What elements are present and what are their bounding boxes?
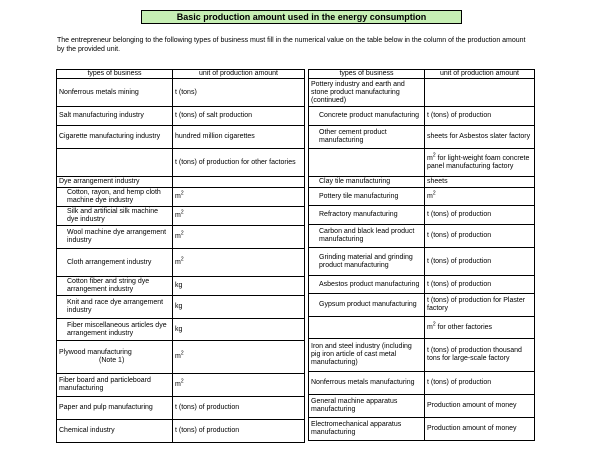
- unit-cell: [425, 248, 535, 276]
- unit-cell: [425, 107, 535, 126]
- business-text: Clay tile manufacturing: [319, 178, 391, 185]
- table-row: [309, 225, 535, 248]
- table-row: [57, 296, 305, 319]
- unit-cell: [425, 418, 535, 441]
- business-text: Knit and race dye arrangement industry: [67, 299, 164, 314]
- unit-text: t (tons) of production: [175, 427, 240, 434]
- unit-superscript: 2: [180, 378, 184, 385]
- business-text: Paper and pulp manufacturing: [59, 404, 153, 411]
- unit-text-rest: for other factories: [435, 323, 493, 331]
- unit-cell: [173, 126, 305, 149]
- unit-cell: [425, 188, 535, 206]
- unit-text: t (tons) of production thousand tons for large-scale factory: [427, 347, 522, 362]
- unit-text: t (tons) of production: [427, 211, 492, 218]
- business-cell: [57, 107, 173, 126]
- unit-text: m: [175, 381, 181, 388]
- business-text: Fiber miscellaneous articles dye arrangement industry: [67, 321, 167, 337]
- business-cell: [57, 420, 173, 443]
- business-cell: [309, 107, 425, 126]
- unit-text: sheets for Asbestos slater factory: [427, 133, 531, 140]
- business-cell: [309, 276, 425, 294]
- unit-text: m: [427, 192, 433, 200]
- note-text: (Note 1): [99, 357, 125, 364]
- unit-cell: [173, 177, 305, 188]
- business-cell: [309, 395, 425, 418]
- table-row: [309, 126, 535, 149]
- unit-cell: [173, 420, 305, 443]
- business-cell: [57, 126, 173, 149]
- table-row: [309, 177, 535, 188]
- business-text: Grinding material and grinding product manufacturing: [319, 253, 413, 269]
- business-text: Nonferrous metals manufacturing: [311, 379, 415, 386]
- table-row: [57, 79, 305, 107]
- unit-cell: [425, 372, 535, 395]
- business-cell: [309, 188, 425, 206]
- business-text: Carbon and black lead product manufacturing: [319, 228, 415, 243]
- business-text: Gypsum product manufacturing: [319, 301, 417, 308]
- business-cell: [57, 226, 173, 249]
- table-row: [57, 126, 305, 149]
- unit-text: m: [175, 193, 181, 200]
- table-row: [309, 188, 535, 206]
- unit-superscript: 2: [180, 190, 184, 197]
- business-cell: [309, 177, 425, 188]
- table-row: [309, 294, 535, 317]
- business-cell: [309, 339, 425, 372]
- table-row: [309, 107, 535, 126]
- unit-cell: [425, 395, 535, 418]
- right-table: [308, 69, 535, 441]
- unit-cell: [425, 79, 535, 107]
- unit-text: t (tons) of salt production: [175, 112, 253, 119]
- business-cell: [309, 372, 425, 395]
- business-text: Other cement product manufacturing: [319, 129, 387, 144]
- header-business: types of business: [309, 70, 425, 79]
- table-row: [309, 418, 535, 441]
- page-title: Basic production amount used in the energy consumption: [141, 10, 462, 24]
- unit-cell: [425, 294, 535, 317]
- unit-text: t (tons) of production: [427, 232, 492, 239]
- business-text: Refractory manufacturing: [319, 211, 398, 218]
- left-table: [56, 69, 305, 443]
- business-text: Wool machine dye arrangement industry: [67, 229, 167, 244]
- unit-cell: [173, 188, 305, 207]
- unit-text: t (tons) of production: [427, 280, 492, 288]
- table-row: [57, 107, 305, 126]
- unit-text: m: [427, 323, 433, 331]
- unit-text: t (tons) of production: [427, 379, 492, 386]
- header-unit: unit of production amount: [425, 70, 535, 79]
- unit-text: t (tons) of production: [427, 112, 492, 119]
- business-text: Cotton fiber and string dye arrangement industry: [67, 278, 150, 293]
- business-text: Chemical industry: [59, 427, 115, 434]
- unit-text: kg: [175, 282, 183, 289]
- business-text: Salt manufacturing industry: [59, 112, 144, 119]
- unit-superscript: 2: [432, 152, 436, 159]
- unit-superscript: 2: [432, 190, 436, 197]
- table-row: [309, 372, 535, 395]
- table-row: [57, 207, 305, 226]
- business-cell: [57, 319, 173, 341]
- business-text: Plywood manufacturing: [59, 349, 132, 356]
- business-cell: [57, 177, 173, 188]
- unit-cell: [425, 149, 535, 177]
- business-cell: [309, 294, 425, 317]
- unit-cell: [425, 126, 535, 149]
- business-cell: [57, 188, 173, 207]
- business-text: Cloth arrangement industry: [67, 258, 152, 266]
- unit-cell: [173, 207, 305, 226]
- unit-cell: [173, 149, 305, 177]
- table-row: [57, 397, 305, 420]
- business-cell: [309, 149, 425, 177]
- unit-text: t (tons) of production: [427, 257, 492, 265]
- unit-cell: [425, 317, 535, 339]
- table-row: [57, 374, 305, 397]
- business-text: Nonferrous metals mining: [59, 88, 139, 96]
- business-cell: [57, 79, 173, 107]
- intro-text: The entrepreneur belonging to the following types of business must fill in the numerical value on the table below in the column of the production amount by the provided unit.: [57, 37, 526, 53]
- business-cell: [309, 317, 425, 339]
- business-cell: [57, 149, 173, 177]
- unit-cell: [173, 249, 305, 277]
- table-row: [309, 79, 535, 107]
- business-cell: [57, 207, 173, 226]
- unit-cell: [425, 339, 535, 372]
- unit-text: m: [175, 258, 181, 266]
- unit-text-rest: for light-weight foam concrete panel manufacturing factory: [427, 154, 530, 170]
- unit-cell: [173, 277, 305, 296]
- unit-text: m: [175, 233, 181, 240]
- table-row: [57, 149, 305, 177]
- business-text: Concrete product manufacturing: [319, 112, 419, 119]
- table-row: [309, 276, 535, 294]
- unit-cell: [173, 341, 305, 374]
- business-text: Silk and artificial silk machine dye industry: [67, 208, 159, 223]
- table-row: [57, 277, 305, 296]
- unit-text: Production amount of money: [427, 425, 517, 432]
- unit-text: t (tons) of production for other factories: [175, 158, 296, 166]
- unit-cell: [425, 177, 535, 188]
- header-unit: unit of production amount: [173, 70, 305, 79]
- table-row: [57, 319, 305, 341]
- unit-cell: [173, 107, 305, 126]
- unit-text: m: [175, 353, 181, 360]
- unit-text: kg: [175, 325, 183, 333]
- business-text: Electromechanical apparatus manufacturing: [311, 421, 402, 436]
- table-row: [57, 249, 305, 277]
- unit-text: m: [427, 154, 433, 162]
- business-cell: [57, 397, 173, 420]
- table-row: [309, 206, 535, 225]
- unit-text: hundred million cigarettes: [175, 133, 255, 140]
- unit-cell: [425, 206, 535, 225]
- business-text: Cigarette manufacturing industry: [59, 133, 161, 140]
- business-cell: [57, 374, 173, 397]
- unit-cell: [425, 225, 535, 248]
- unit-superscript: 2: [432, 321, 436, 328]
- business-cell: [309, 79, 425, 107]
- business-text: Fiber board and particleboard manufacturing: [59, 377, 151, 392]
- header-business: types of business: [57, 70, 173, 79]
- unit-superscript: 2: [180, 209, 184, 216]
- table-row: [57, 341, 305, 374]
- business-text: Asbestos product manufacturing: [319, 280, 420, 288]
- unit-text: m: [175, 212, 181, 219]
- business-cell: [57, 277, 173, 296]
- table-row: [57, 420, 305, 443]
- business-cell: [309, 225, 425, 248]
- table-row: [57, 188, 305, 207]
- business-cell: [57, 296, 173, 319]
- unit-superscript: 2: [180, 230, 184, 237]
- unit-cell: [425, 276, 535, 294]
- unit-cell: [173, 397, 305, 420]
- business-text: Cotton, rayon, and hemp cloth machine dye industry: [67, 189, 161, 204]
- unit-cell: [173, 374, 305, 397]
- table-row: [309, 248, 535, 276]
- business-cell: [57, 249, 173, 277]
- business-cell: [309, 206, 425, 225]
- business-text: Iron and steel industry (including pig iron article of cast metal manufacturing): [311, 343, 412, 366]
- business-cell: [309, 418, 425, 441]
- table-row: [309, 317, 535, 339]
- unit-text: Production amount of money: [427, 402, 517, 409]
- table-row: [309, 149, 535, 177]
- table-row: [57, 226, 305, 249]
- unit-cell: [173, 296, 305, 319]
- table-row: [309, 339, 535, 372]
- business-cell: [57, 341, 173, 374]
- unit-superscript: 2: [180, 256, 184, 263]
- unit-text: t (tons) of production for Plaster factory: [427, 297, 526, 312]
- unit-text: t (tons): [175, 88, 197, 96]
- business-text: General machine apparatus manufacturing: [311, 398, 398, 413]
- table-row: [309, 395, 535, 418]
- unit-text: kg: [175, 303, 183, 310]
- table-row: [57, 177, 305, 188]
- business-cell: [309, 126, 425, 149]
- business-text: Pottery industry and earth and stone product manufacturing (continued): [311, 80, 405, 104]
- business-text: Dye arrangement industry: [59, 178, 140, 185]
- unit-text: sheets: [427, 178, 448, 185]
- unit-cell: [173, 319, 305, 341]
- unit-superscript: 2: [180, 350, 184, 357]
- unit-text: t (tons) of production: [175, 404, 240, 411]
- unit-cell: [173, 226, 305, 249]
- business-text: Pottery tile manufacturing: [319, 192, 399, 200]
- unit-cell: [173, 79, 305, 107]
- business-cell: [309, 248, 425, 276]
